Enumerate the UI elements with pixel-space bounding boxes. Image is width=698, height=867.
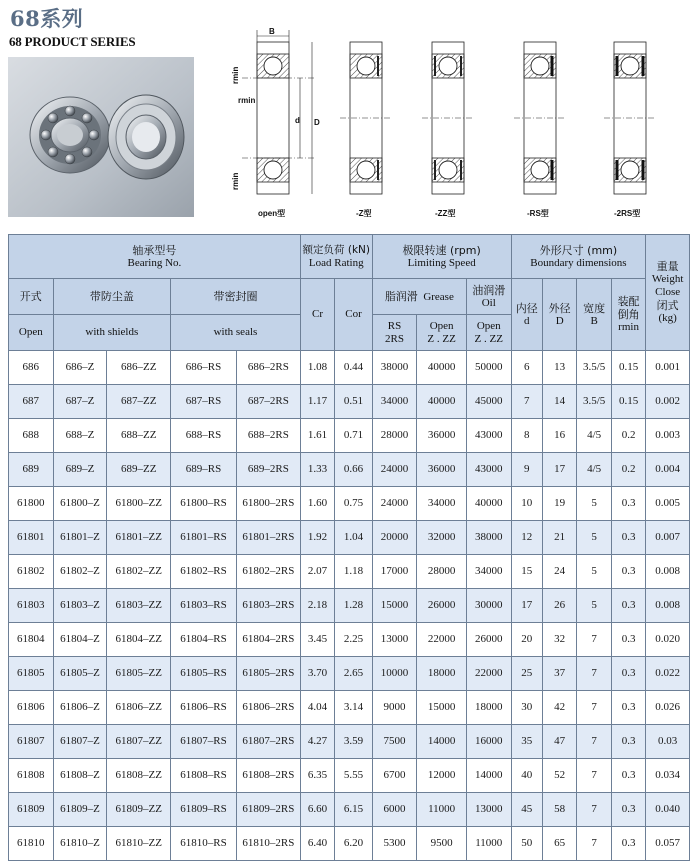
cell-weight: 0.002: [646, 385, 690, 419]
cell-speed-grease-open: 18000: [417, 657, 467, 691]
cell-D: 24: [542, 555, 576, 589]
header-cor: Cor: [335, 279, 372, 351]
cell-cor: 0.71: [335, 419, 372, 453]
svg-text:D: D: [314, 118, 320, 127]
cell-open: 61800: [9, 487, 54, 521]
cell-speed-oil-open: 34000: [466, 555, 511, 589]
cell-speed-grease-rs: 20000: [372, 521, 417, 555]
cell-B: 3.5/5: [577, 385, 611, 419]
table-row: [9, 419, 690, 453]
cell-z: 61805–Z: [53, 657, 107, 691]
cell-speed-grease-open: 36000: [417, 453, 467, 487]
cell-B: 7: [577, 793, 611, 827]
cell-speed-grease-open: 14000: [417, 725, 467, 759]
cell-cor: 3.14: [335, 691, 372, 725]
cell-rmin: 0.3: [611, 725, 645, 759]
cell-cr: 6.40: [300, 827, 334, 861]
cell-cor: 1.04: [335, 521, 372, 555]
label-rs: -RS型: [527, 209, 549, 218]
cell-d: 9: [511, 453, 542, 487]
cell-speed-oil-open: 16000: [466, 725, 511, 759]
cell-zz: 61808–ZZ: [107, 759, 171, 793]
cell-speed-oil-open: 30000: [466, 589, 511, 623]
cell-speed-grease-rs: 6700: [372, 759, 417, 793]
cell-speed-oil-open: 11000: [466, 827, 511, 861]
cell-rmin: 0.2: [611, 453, 645, 487]
cell-d: 35: [511, 725, 542, 759]
table-row: [9, 725, 690, 759]
cell-d: 6: [511, 351, 542, 385]
cell-speed-grease-rs: 38000: [372, 351, 417, 385]
cell-z: 61808–Z: [53, 759, 107, 793]
cell-D: 21: [542, 521, 576, 555]
cell-z: 61803–Z: [53, 589, 107, 623]
cell-B: 7: [577, 657, 611, 691]
label-open: open型: [258, 209, 286, 218]
cell-D: 52: [542, 759, 576, 793]
cell-speed-oil-open: 50000: [466, 351, 511, 385]
header-bearing-no: 轴承型号 Bearing No.: [9, 235, 301, 279]
cell-open: 61810: [9, 827, 54, 861]
header-limiting-speed: 极限转速 (rpm) Limiting Speed: [372, 235, 511, 279]
page-title-cn: 68系列: [10, 6, 84, 31]
header-boundary-dimensions: 外形尺寸 (mm) Boundary dimensions: [511, 235, 646, 279]
cell-speed-grease-open: 26000: [417, 589, 467, 623]
cell-speed-grease-open: 32000: [417, 521, 467, 555]
cell-rs: 61807–RS: [171, 725, 237, 759]
header-grease-open: Open Z . ZZ: [417, 315, 467, 351]
cell-cr: 1.60: [300, 487, 334, 521]
header-B: 宽度 B: [577, 279, 611, 351]
cell-speed-oil-open: 13000: [466, 793, 511, 827]
header-cr: Cr: [300, 279, 334, 351]
cell-speed-grease-open: 15000: [417, 691, 467, 725]
cell-cr: 1.17: [300, 385, 334, 419]
cell-weight: 0.008: [646, 589, 690, 623]
cell-zz: 61800–ZZ: [107, 487, 171, 521]
cell-zz: 61802–ZZ: [107, 555, 171, 589]
cell-d: 30: [511, 691, 542, 725]
cell-speed-oil-open: 43000: [466, 453, 511, 487]
cell-z: 688–Z: [53, 419, 107, 453]
cell-speed-grease-open: 22000: [417, 623, 467, 657]
cell-zz: 61803–ZZ: [107, 589, 171, 623]
cell-rs: 61803–RS: [171, 589, 237, 623]
page-title-en: 68 PRODUCT SERIES: [9, 34, 136, 49]
cell-speed-grease-open: 34000: [417, 487, 467, 521]
header-grease-rs: RS 2RS: [372, 315, 417, 351]
cell-B: 7: [577, 827, 611, 861]
svg-text:B: B: [269, 28, 275, 36]
cell-D: 16: [542, 419, 576, 453]
cell-2rs: 61802–2RS: [236, 555, 300, 589]
spec-table-body: [9, 351, 690, 861]
cell-rmin: 0.2: [611, 419, 645, 453]
cell-2rs: 61805–2RS: [236, 657, 300, 691]
cell-rmin: 0.3: [611, 487, 645, 521]
cell-speed-oil-open: 22000: [466, 657, 511, 691]
cell-weight: 0.008: [646, 555, 690, 589]
cell-B: 5: [577, 487, 611, 521]
cell-D: 37: [542, 657, 576, 691]
cell-rs: 61809–RS: [171, 793, 237, 827]
cell-rmin: 0.3: [611, 759, 645, 793]
cell-2rs: 689–2RS: [236, 453, 300, 487]
cell-z: 61810–Z: [53, 827, 107, 861]
cell-2rs: 61800–2RS: [236, 487, 300, 521]
diagram-z-type: [340, 42, 392, 218]
header-load-rating: 额定负荷 (kN) Load Rating: [300, 235, 372, 279]
header-weight: 重量 Weight Close 闭式 (kg): [646, 235, 690, 351]
cell-speed-oil-open: 26000: [466, 623, 511, 657]
cell-rmin: 0.3: [611, 623, 645, 657]
cell-open: 689: [9, 453, 54, 487]
cell-B: 4/5: [577, 453, 611, 487]
cell-weight: 0.005: [646, 487, 690, 521]
cell-z: 61804–Z: [53, 623, 107, 657]
bearing-photo: [8, 57, 194, 217]
cell-D: 32: [542, 623, 576, 657]
cell-open: 61806: [9, 691, 54, 725]
cell-weight: 0.007: [646, 521, 690, 555]
cell-z: 61806–Z: [53, 691, 107, 725]
cell-cr: 3.70: [300, 657, 334, 691]
cell-z: 61800–Z: [53, 487, 107, 521]
cell-speed-grease-rs: 34000: [372, 385, 417, 419]
cell-cor: 0.51: [335, 385, 372, 419]
table-row: [9, 623, 690, 657]
cell-speed-oil-open: 43000: [466, 419, 511, 453]
cell-zz: 61809–ZZ: [107, 793, 171, 827]
cell-2rs: 61804–2RS: [236, 623, 300, 657]
cell-speed-grease-rs: 7500: [372, 725, 417, 759]
cell-speed-grease-rs: 15000: [372, 589, 417, 623]
cell-2rs: 61808–2RS: [236, 759, 300, 793]
cell-zz: 688–ZZ: [107, 419, 171, 453]
cell-z: 61801–Z: [53, 521, 107, 555]
cell-speed-grease-open: 40000: [417, 385, 467, 419]
cell-rs: 61802–RS: [171, 555, 237, 589]
cell-open: 686: [9, 351, 54, 385]
cell-B: 7: [577, 623, 611, 657]
cell-speed-grease-open: 11000: [417, 793, 467, 827]
table-row: [9, 555, 690, 589]
cell-2rs: 61809–2RS: [236, 793, 300, 827]
cell-cr: 1.33: [300, 453, 334, 487]
open-bearing-image: [30, 97, 110, 173]
cell-zz: 61804–ZZ: [107, 623, 171, 657]
cell-weight: 0.001: [646, 351, 690, 385]
cell-d: 10: [511, 487, 542, 521]
header-seals-cn: 带密封圈: [171, 279, 301, 315]
cell-weight: 0.004: [646, 453, 690, 487]
diagram-rs-type: [514, 42, 566, 218]
cell-D: 13: [542, 351, 576, 385]
diagram-2rs-type: [604, 42, 656, 218]
header-shields-cn: 带防尘盖: [53, 279, 171, 315]
header-shields-en: with shields: [53, 315, 171, 351]
cell-speed-grease-open: 36000: [417, 419, 467, 453]
cell-zz: 686–ZZ: [107, 351, 171, 385]
cell-z: 687–Z: [53, 385, 107, 419]
cell-rs: 61801–RS: [171, 521, 237, 555]
label-z: -Z型: [356, 209, 372, 218]
table-row: [9, 691, 690, 725]
table-row: [9, 521, 690, 555]
label-zz: -ZZ型: [435, 209, 456, 218]
table-row: [9, 589, 690, 623]
cell-D: 58: [542, 793, 576, 827]
cell-d: 12: [511, 521, 542, 555]
cell-d: 40: [511, 759, 542, 793]
cell-cor: 1.28: [335, 589, 372, 623]
cell-cor: 3.59: [335, 725, 372, 759]
cell-rs: 686–RS: [171, 351, 237, 385]
cell-cr: 2.07: [300, 555, 334, 589]
header-open-en: Open: [9, 315, 54, 351]
cell-D: 42: [542, 691, 576, 725]
cell-zz: 61807–ZZ: [107, 725, 171, 759]
cell-speed-grease-open: 9500: [417, 827, 467, 861]
cell-z: 686–Z: [53, 351, 107, 385]
cell-D: 17: [542, 453, 576, 487]
cell-speed-oil-open: 38000: [466, 521, 511, 555]
cell-B: 4/5: [577, 419, 611, 453]
cell-cr: 6.60: [300, 793, 334, 827]
table-row: [9, 351, 690, 385]
cell-rmin: 0.3: [611, 589, 645, 623]
cell-zz: 689–ZZ: [107, 453, 171, 487]
cell-cor: 0.75: [335, 487, 372, 521]
cell-B: 7: [577, 691, 611, 725]
cell-rs: 61805–RS: [171, 657, 237, 691]
cell-speed-grease-rs: 5300: [372, 827, 417, 861]
header-D: 外径 D: [542, 279, 576, 351]
table-row: [9, 487, 690, 521]
cell-cr: 1.08: [300, 351, 334, 385]
cell-B: 5: [577, 555, 611, 589]
cell-z: 61807–Z: [53, 725, 107, 759]
cell-open: 61801: [9, 521, 54, 555]
cell-cr: 6.35: [300, 759, 334, 793]
cell-rmin: 0.3: [611, 657, 645, 691]
cell-cor: 5.55: [335, 759, 372, 793]
cell-weight: 0.022: [646, 657, 690, 691]
cell-speed-grease-rs: 13000: [372, 623, 417, 657]
cell-cor: 6.15: [335, 793, 372, 827]
cell-speed-grease-rs: 28000: [372, 419, 417, 453]
cell-zz: 61805–ZZ: [107, 657, 171, 691]
cell-speed-oil-open: 18000: [466, 691, 511, 725]
cell-cr: 1.92: [300, 521, 334, 555]
cell-2rs: 61807–2RS: [236, 725, 300, 759]
cell-rmin: 0.3: [611, 793, 645, 827]
cell-open: 687: [9, 385, 54, 419]
cell-open: 61807: [9, 725, 54, 759]
cell-cr: 1.61: [300, 419, 334, 453]
cell-2rs: 61801–2RS: [236, 521, 300, 555]
cell-weight: 0.034: [646, 759, 690, 793]
diagram-zz-type: [422, 42, 474, 218]
cell-open: 688: [9, 419, 54, 453]
table-row: [9, 827, 690, 861]
cell-B: 7: [577, 725, 611, 759]
cell-speed-oil-open: 45000: [466, 385, 511, 419]
cell-d: 8: [511, 419, 542, 453]
cell-zz: 687–ZZ: [107, 385, 171, 419]
cell-B: 5: [577, 589, 611, 623]
cell-cr: 2.18: [300, 589, 334, 623]
cell-2rs: 61803–2RS: [236, 589, 300, 623]
cell-d: 45: [511, 793, 542, 827]
cell-d: 7: [511, 385, 542, 419]
cell-cr: 3.45: [300, 623, 334, 657]
cell-rmin: 0.15: [611, 385, 645, 419]
cell-speed-grease-rs: 10000: [372, 657, 417, 691]
cell-z: 61809–Z: [53, 793, 107, 827]
cell-rs: 61800–RS: [171, 487, 237, 521]
cell-speed-grease-rs: 6000: [372, 793, 417, 827]
cell-cor: 1.18: [335, 555, 372, 589]
cell-D: 47: [542, 725, 576, 759]
cell-d: 50: [511, 827, 542, 861]
cell-weight: 0.020: [646, 623, 690, 657]
cell-d: 20: [511, 623, 542, 657]
label-2rs: -2RS型: [614, 209, 641, 218]
cell-weight: 0.003: [646, 419, 690, 453]
header-oil-open: Open Z . ZZ: [466, 315, 511, 351]
cell-d: 15: [511, 555, 542, 589]
header-oil: 油润滑 Oil: [466, 279, 511, 315]
header-grease: 脂润滑 Grease: [372, 279, 466, 315]
cell-rmin: 0.15: [611, 351, 645, 385]
cell-d: 17: [511, 589, 542, 623]
table-row: [9, 759, 690, 793]
header-d: 内径 d: [511, 279, 542, 351]
cell-2rs: 686–2RS: [236, 351, 300, 385]
cell-speed-grease-open: 28000: [417, 555, 467, 589]
cell-cr: 4.04: [300, 691, 334, 725]
cell-rs: 687–RS: [171, 385, 237, 419]
cell-cor: 2.25: [335, 623, 372, 657]
cell-D: 65: [542, 827, 576, 861]
svg-text:d: d: [295, 116, 300, 125]
cell-open: 61803: [9, 589, 54, 623]
cell-speed-oil-open: 14000: [466, 759, 511, 793]
header-seals-en: with seals: [171, 315, 301, 351]
cell-rs: 688–RS: [171, 419, 237, 453]
cell-cor: 0.44: [335, 351, 372, 385]
cell-D: 14: [542, 385, 576, 419]
cell-cr: 4.27: [300, 725, 334, 759]
cell-cor: 2.65: [335, 657, 372, 691]
cell-weight: 0.040: [646, 793, 690, 827]
table-row: [9, 385, 690, 419]
cell-weight: 0.057: [646, 827, 690, 861]
bearing-cross-section-diagrams: [222, 28, 677, 228]
cell-rmin: 0.3: [611, 521, 645, 555]
cell-zz: 61806–ZZ: [107, 691, 171, 725]
header-open-cn: 开式: [9, 279, 54, 315]
shielded-bearing-image: [108, 95, 184, 179]
cell-open: 61804: [9, 623, 54, 657]
cell-speed-grease-rs: 24000: [372, 487, 417, 521]
cell-cor: 6.20: [335, 827, 372, 861]
cell-speed-oil-open: 40000: [466, 487, 511, 521]
table-row: [9, 793, 690, 827]
svg-text:rmin: rmin: [238, 96, 256, 105]
cell-weight: 0.026: [646, 691, 690, 725]
cell-zz: 61801–ZZ: [107, 521, 171, 555]
cell-speed-grease-rs: 9000: [372, 691, 417, 725]
cell-B: 7: [577, 759, 611, 793]
cell-rs: 61810–RS: [171, 827, 237, 861]
cell-rs: 61808–RS: [171, 759, 237, 793]
cell-open: 61802: [9, 555, 54, 589]
cell-B: 3.5/5: [577, 351, 611, 385]
cell-zz: 61810–ZZ: [107, 827, 171, 861]
svg-text:rmin: rmin: [231, 66, 240, 84]
svg-text:rmin: rmin: [231, 172, 240, 190]
cell-d: 25: [511, 657, 542, 691]
cell-open: 61808: [9, 759, 54, 793]
cell-rs: 61806–RS: [171, 691, 237, 725]
cell-speed-grease-open: 12000: [417, 759, 467, 793]
cell-open: 61809: [9, 793, 54, 827]
cell-rmin: 0.3: [611, 555, 645, 589]
cell-rmin: 0.3: [611, 691, 645, 725]
table-row: [9, 453, 690, 487]
spec-table: [8, 234, 690, 861]
cell-2rs: 688–2RS: [236, 419, 300, 453]
cell-2rs: 61806–2RS: [236, 691, 300, 725]
cell-z: 689–Z: [53, 453, 107, 487]
diagram-open-type: [231, 28, 320, 218]
cell-D: 19: [542, 487, 576, 521]
header-rmin: 装配 倒角 rmin: [611, 279, 645, 351]
cell-rs: 61804–RS: [171, 623, 237, 657]
cell-open: 61805: [9, 657, 54, 691]
cell-D: 26: [542, 589, 576, 623]
cell-z: 61802–Z: [53, 555, 107, 589]
cell-weight: 0.03: [646, 725, 690, 759]
cell-2rs: 687–2RS: [236, 385, 300, 419]
cell-cor: 0.66: [335, 453, 372, 487]
cell-rs: 689–RS: [171, 453, 237, 487]
cell-B: 5: [577, 521, 611, 555]
table-row: [9, 657, 690, 691]
cell-rmin: 0.3: [611, 827, 645, 861]
cell-2rs: 61810–2RS: [236, 827, 300, 861]
cell-speed-grease-rs: 24000: [372, 453, 417, 487]
cell-speed-grease-open: 40000: [417, 351, 467, 385]
cell-speed-grease-rs: 17000: [372, 555, 417, 589]
